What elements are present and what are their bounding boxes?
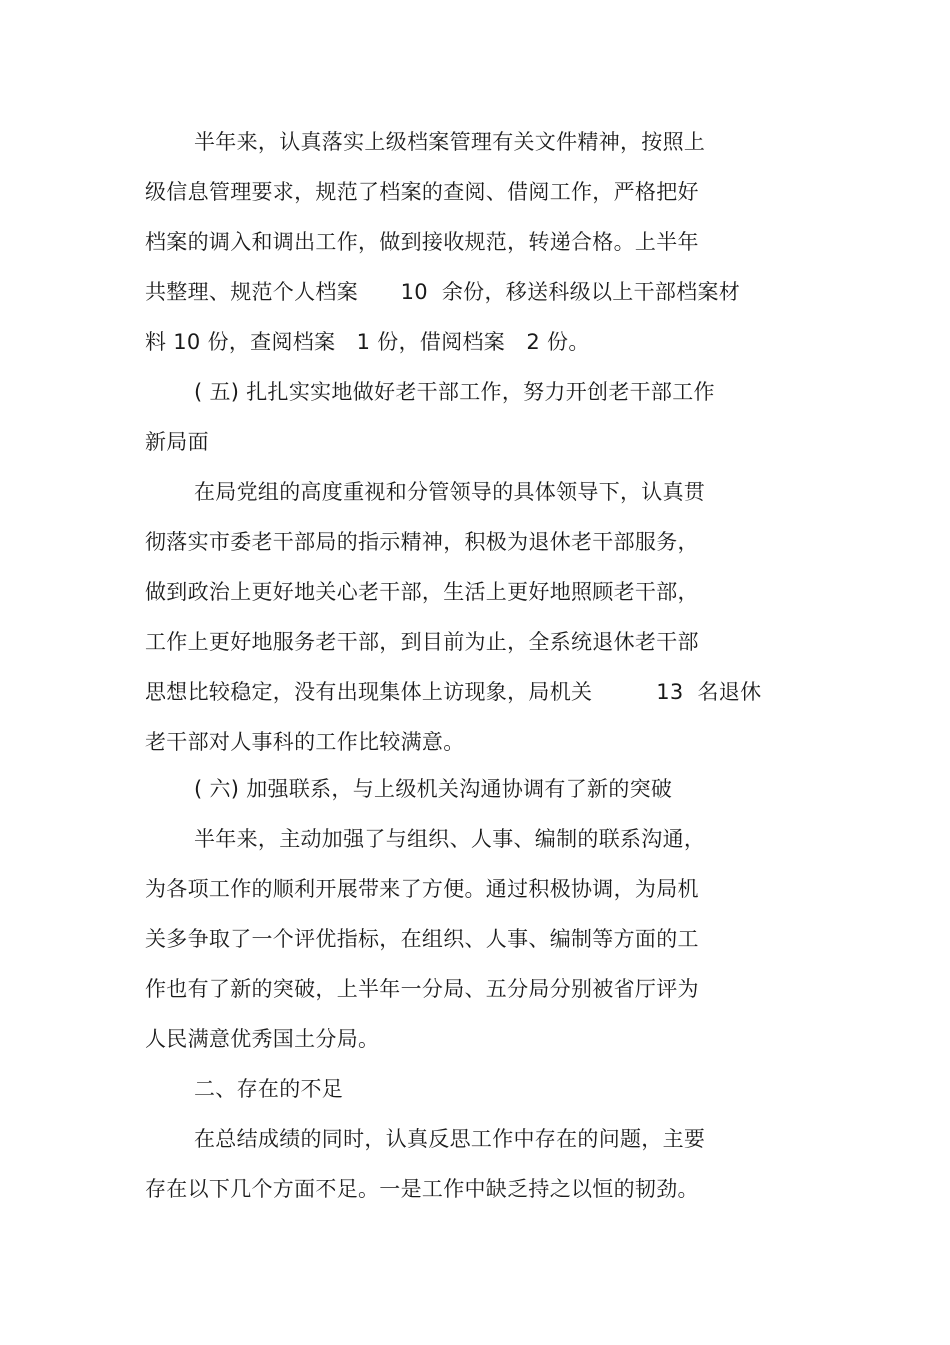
paragraph-line: 关多争取了一个评优指标，在组织、人事、编制等方面的工 — [145, 927, 699, 951]
paragraph-line: 半年来，主动加强了与组织、人事、编制的联系沟通， — [194, 827, 706, 851]
paragraph-line: 工作上更好地服务老干部，到目前为止，全系统退休老干部 — [145, 630, 699, 654]
paragraph-line: 老干部对人事科的工作比较满意。 — [145, 730, 465, 754]
paragraph-line: 共整理、规范个人档案 10 余份，移送科级以上干部档案材 — [145, 280, 741, 304]
paragraph-line: 半年来，认真落实上级档案管理有关文件精神，按照上 — [194, 130, 706, 154]
paragraph-line: 思想比较稳定，没有出现集体上访现象，局机关 13 名退休 — [145, 680, 762, 704]
paragraph-line: 在局党组的高度重视和分管领导的具体领导下，认真贯 — [194, 480, 706, 504]
paragraph-line: 存在以下几个方面不足。一是工作中缺乏持之以恒的韧劲。 — [145, 1177, 699, 1201]
paragraph-line: 为各项工作的顺利开展带来了方便。通过积极协调，为局机 — [145, 877, 699, 901]
section-heading-line: 新局面 — [145, 430, 209, 454]
section-heading-line: ( 六) 加强联系，与上级机关沟通协调有了新的突破 — [194, 777, 673, 801]
paragraph-line: 级信息管理要求，规范了档案的查阅、借阅工作，严格把好 — [145, 180, 699, 204]
section-heading-line: 二、存在的不足 — [194, 1077, 344, 1101]
section-heading-line: ( 五) 扎扎实实地做好老干部工作，努力开创老干部工作 — [194, 380, 715, 404]
paragraph-line: 做到政治上更好地关心老干部，生活上更好地照顾老干部， — [145, 580, 699, 604]
paragraph-line: 档案的调入和调出工作，做到接收规范，转递合格。上半年 — [145, 230, 699, 254]
paragraph-line: 料 10 份，查阅档案 1 份，借阅档案 2 份。 — [145, 330, 590, 354]
paragraph-line: 彻落实市委老干部局的指示精神，积极为退休老干部服务， — [145, 530, 699, 554]
paragraph-line: 在总结成绩的同时，认真反思工作中存在的问题，主要 — [194, 1127, 706, 1151]
paragraph-line: 作也有了新的突破，上半年一分局、五分局分别被省厅评为 — [145, 977, 699, 1001]
paragraph-line: 人民满意优秀国土分局。 — [145, 1027, 380, 1051]
